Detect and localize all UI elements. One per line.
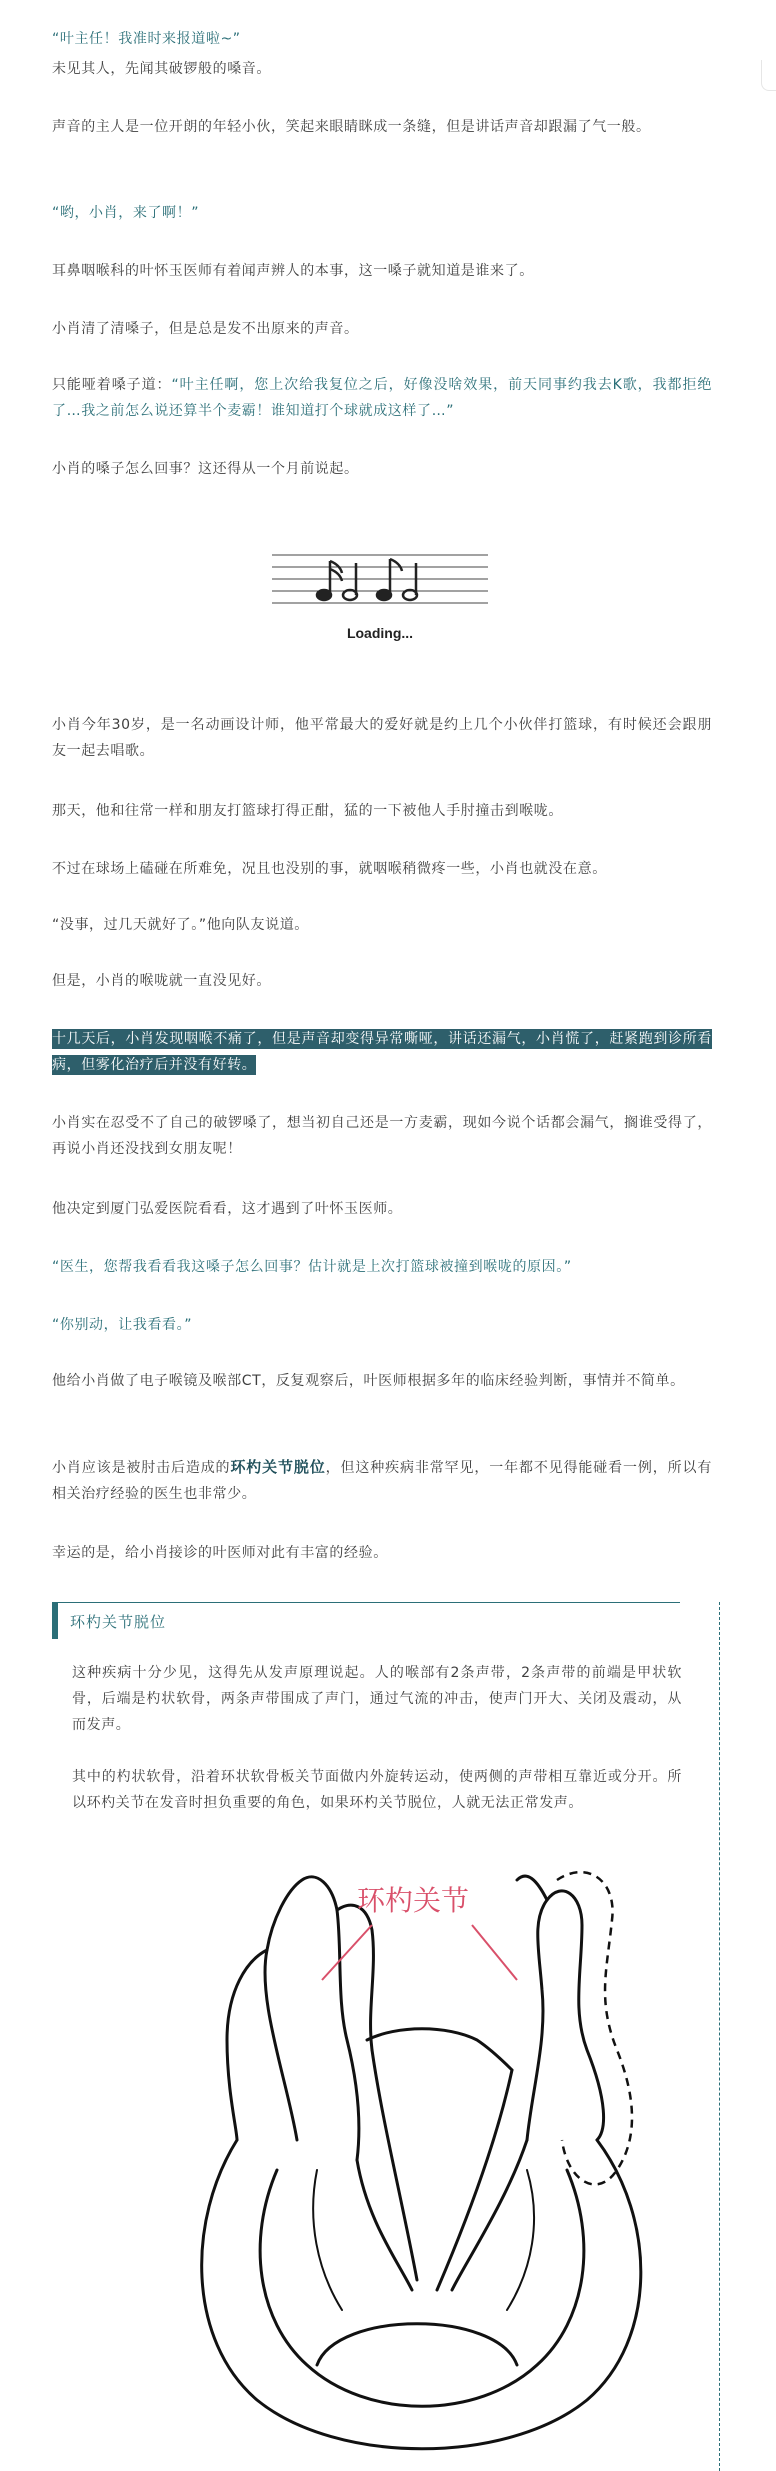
paragraph-with-quote	[52, 372, 712, 424]
paragraph: 耳鼻咽喉科的叶怀玉医师有着闻声辨人的本事，这一嗓子就知道是谁来了。	[52, 263, 534, 279]
paragraph: 他给小肖做了电子喉镜及喉部CT，反复观察后，叶医师根据多年的临床经验判断，事情并不简单。	[52, 1373, 685, 1389]
edge-decoration	[761, 60, 776, 91]
paragraph: 不过在球场上磕碰在所难免，况且也没别的事，就咽喉稍微疼一些，小肖也就没在意。	[52, 861, 607, 877]
paragraph-lead: 只能哑着嗓子道：	[52, 377, 172, 393]
music-player[interactable]	[272, 547, 488, 647]
highlight-text: 十几天后，小肖发现咽喉不痛了，但是声音却变得异常嘶哑，讲话还漏气，小肖慌了，赶紧跑到诊所看病，但雾化治疗后并没有好转。	[52, 1031, 712, 1073]
quote-line: “叶主任！我准时来报道啦~”	[52, 31, 241, 47]
paragraph: 小肖实在忍受不了自己的破锣嗓了，想当初自己还是一方麦霸，现如今说个话都会漏气，搁谁受得了，再说小肖还没找到女朋友呢！	[52, 1115, 712, 1157]
paragraph: 他决定到厦门弘爱医院看看，这才遇到了叶怀玉医师。	[52, 1201, 403, 1217]
paragraph: 小肖今年30岁，是一名动画设计师，他平常最大的爱好就是约上几个小伙伴打篮球，有时候还会跟朋友一起去唱歌。	[52, 717, 712, 759]
paragraph: 声音的主人是一位开朗的年轻小伙，笑起来眼睛眯成一条缝，但是讲话声音却跟漏了气一般。	[52, 119, 651, 135]
paragraph-tail: ，但这种疾病非常罕见，一年都不见得能碰看一例，所以有相关治疗经验的医生也非常少。	[52, 1460, 712, 1502]
quote-line: “你别动，让我看看。”	[52, 1317, 193, 1333]
key-term: 环杓关节脱位	[230, 1458, 326, 1476]
paragraph: 小肖清了清嗓子，但是总是发不出原来的声音。	[52, 321, 359, 337]
paragraph: 小肖的嗓子怎么回事？这还得从一个月前说起。	[52, 461, 359, 477]
loading-text: Loading...	[346, 625, 414, 641]
box-body	[72, 1660, 700, 1816]
box-title: 环杓关节脱位	[70, 1613, 167, 1631]
paragraph-lead: 小肖应该是被肘击后造成的	[52, 1460, 231, 1476]
figure-label: 环杓关节	[357, 1884, 470, 1917]
box-header	[52, 1602, 680, 1639]
highlighted-paragraph	[52, 1026, 712, 1078]
info-box	[52, 1602, 720, 2471]
paragraph: 未见其人，先闻其破锣般的嗓音。	[52, 61, 271, 77]
music-notes-icon	[272, 547, 488, 617]
quote-span: “叶主任啊，您上次给我复位之后，好像没啥效果，前天同事约我去K歌，我都拒绝了…我之前怎么说还算半个麦霸！谁知道打个球就成这样了…”	[52, 377, 712, 419]
quote-line: “哟，小肖，来了啊！”	[52, 205, 200, 221]
paragraph: “没事，过几天就好了。”他向队友说道。	[52, 917, 309, 933]
paragraph: 那天，他和往常一样和朋友打篮球打得正酣，猛的一下被他人手肘撞击到喉咙。	[52, 803, 563, 819]
quote-line: “医生，您帮我看看我这嗓子怎么回事？估计就是上次打篮球被撞到喉咙的原因。”	[52, 1259, 572, 1275]
box-paragraph: 这种疾病十分少见，这得先从发声原理说起。人的喉部有2条声带，2条声带的前端是甲状软骨，后端是杓状软骨，两条声带围成了声门，通过气流的冲击，使声门开大、关闭及震动，从而发声。	[72, 1665, 682, 1733]
box-dashed-border	[719, 1602, 720, 2471]
box-paragraph: 其中的杓状软骨，沿着环状软骨板关节面做内外旋转运动，使两侧的声带相互靠近或分开。所以环杓关节在发音时担负重要的角色，如果环杓关节脱位，人就无法正常发声。	[72, 1769, 682, 1811]
box-header-bar	[52, 1603, 58, 1639]
larynx-illustration	[167, 1840, 677, 2471]
paragraph: 但是，小肖的喉咙就一直没见好。	[52, 973, 271, 989]
paragraph: 幸运的是，给小肖接诊的叶医师对此有丰富的经验。	[52, 1545, 388, 1561]
paragraph-with-term	[52, 1454, 712, 1507]
